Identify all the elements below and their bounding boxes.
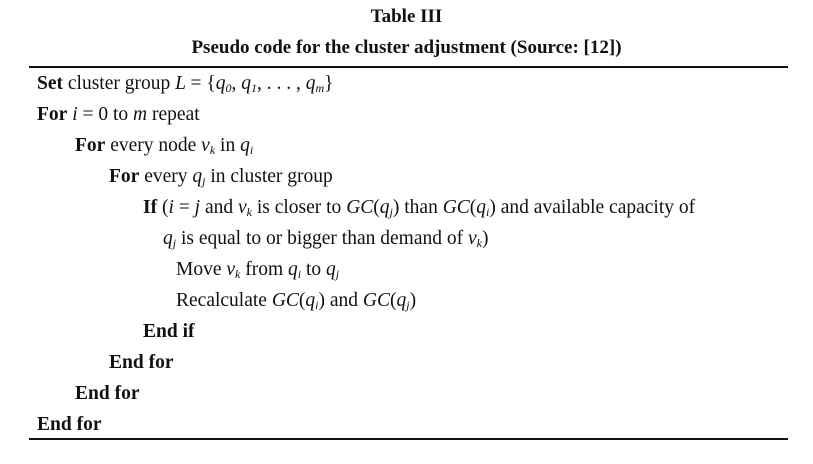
math-expression: i = 0 <box>72 104 109 125</box>
keyword: End for <box>75 383 140 404</box>
line-text: is equal to or bigger than demand of <box>176 228 468 249</box>
keyword: End for <box>37 414 102 435</box>
line-text: cluster group <box>67 73 176 94</box>
pseudo-line-6 <box>163 227 488 251</box>
math-expression: $q_i$ <box>240 135 254 157</box>
keyword: End for <box>109 352 174 373</box>
pseudo-line-3 <box>75 134 253 158</box>
math-expression: $L = \{q_0$, $q_1$, . . . , $q_m$} <box>175 73 334 95</box>
keyword: If <box>143 197 158 218</box>
math-expression: $q_j$ <box>192 166 206 188</box>
table-caption-subtitle: Pseudo code for the cluster adjustment (Source: [12]) <box>191 37 622 58</box>
line-text: and available capacity of <box>495 197 696 218</box>
line-text: repeat <box>147 104 200 125</box>
pseudo-line-10 <box>109 351 173 375</box>
table-caption-title: Table III <box>370 6 443 27</box>
line-text: every <box>144 166 193 187</box>
math-expression: $q_i$ <box>288 259 302 281</box>
keyword: For <box>109 166 140 187</box>
top-rule <box>29 66 788 68</box>
line-text: to <box>108 104 134 125</box>
pseudo-line-12 <box>37 413 101 437</box>
keyword: Set <box>37 73 63 94</box>
math-expression: $q_j$ <box>326 259 340 281</box>
pseudo-line-5 <box>143 196 695 220</box>
keyword: For <box>37 104 68 125</box>
math-expression: $GC(q_i)$ <box>442 197 496 219</box>
line-text: in cluster group <box>205 166 333 187</box>
line-text: every node <box>110 135 202 156</box>
bottom-rule <box>29 438 788 440</box>
pseudo-line-7 <box>176 258 339 282</box>
pseudo-line-8 <box>176 289 416 313</box>
keyword: End if <box>143 321 195 342</box>
math-expression: $GC(q_i)$ <box>271 290 326 312</box>
pseudo-line-4 <box>109 165 333 189</box>
math-expression: $GC(q_j)$ <box>346 197 400 219</box>
math-expression: i = j <box>168 197 201 218</box>
math-expression: $q_j$ <box>163 228 177 250</box>
line-text: is closer to <box>251 197 347 218</box>
line-text: and <box>200 197 238 218</box>
pseudo-line-11 <box>75 382 139 406</box>
line-text: than <box>399 197 443 218</box>
line-text: from <box>240 259 289 280</box>
math-expression: m <box>133 104 148 125</box>
line-text: ( <box>161 197 169 218</box>
pseudo-line-9 <box>143 320 194 344</box>
line-text: Recalculate <box>176 290 272 311</box>
pseudo-line-1 <box>37 72 334 96</box>
line-text: to <box>301 259 327 280</box>
line-text: and <box>325 290 363 311</box>
math-expression: $v_k$ <box>237 197 252 219</box>
math-expression: $GC(q_j)$ <box>362 290 417 312</box>
line-text: in <box>215 135 241 156</box>
math-expression: $v_k$ <box>226 259 241 281</box>
keyword: For <box>75 135 106 156</box>
math-expression: $v_k$ <box>467 228 482 250</box>
math-expression: $v_k$ <box>201 135 216 157</box>
pseudo-line-2 <box>37 103 200 127</box>
line-text: Move <box>176 259 227 280</box>
line-text: ) <box>481 228 489 249</box>
